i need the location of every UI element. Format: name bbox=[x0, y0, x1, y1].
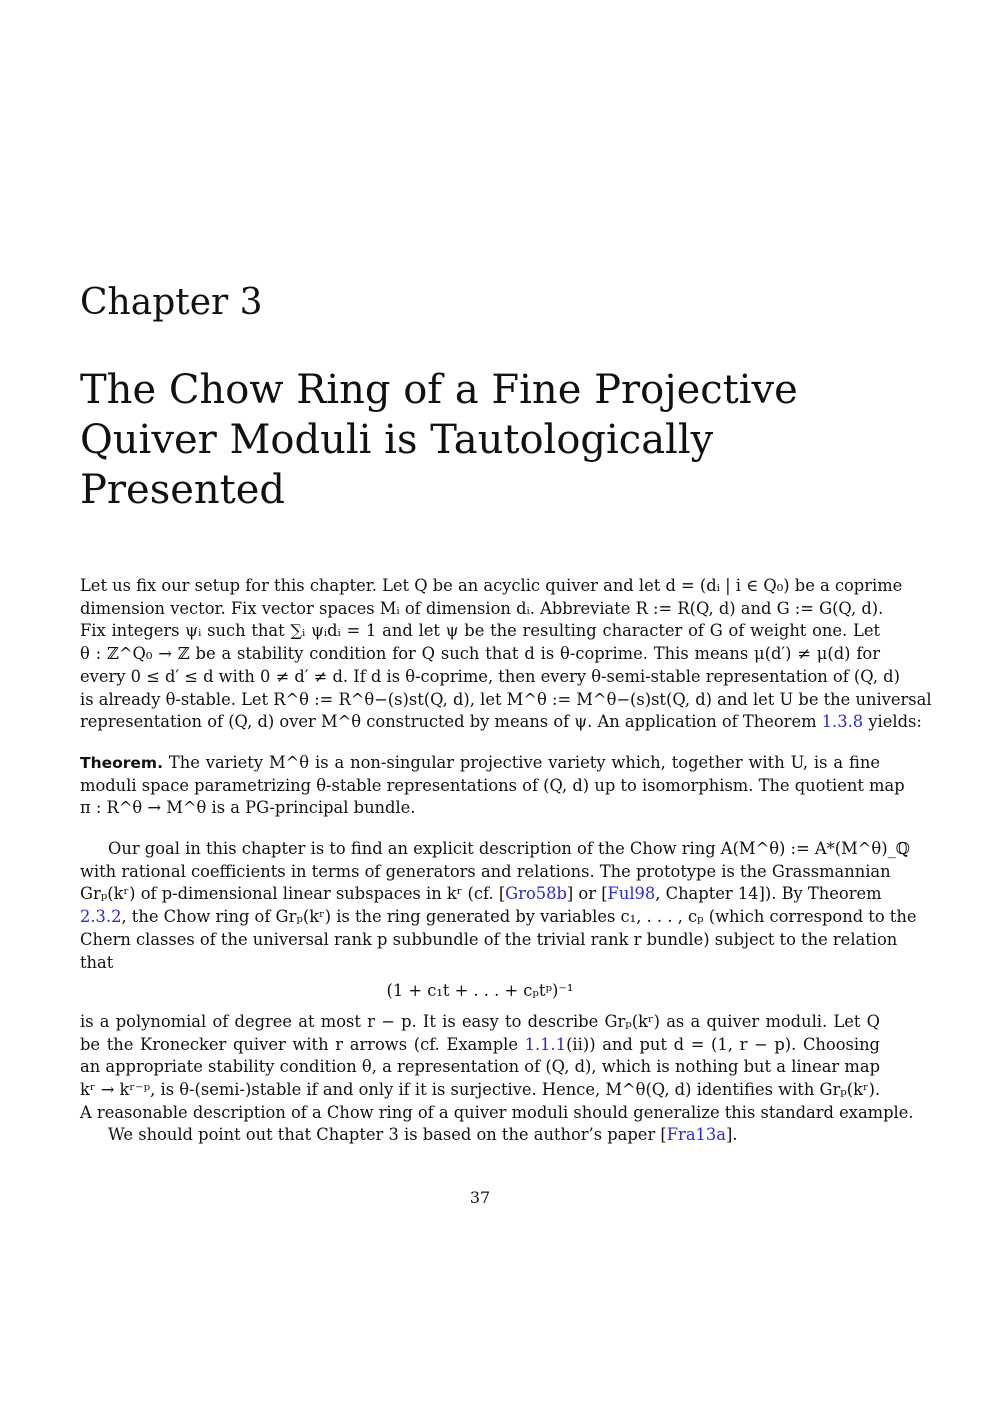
text-fragment: , Chapter 14]). By Theorem bbox=[655, 884, 882, 904]
text-line bbox=[80, 1034, 880, 1057]
citation-link[interactable]: Ful98 bbox=[607, 884, 656, 904]
body-text bbox=[80, 575, 932, 1147]
text-fragment: ] or [ bbox=[566, 884, 608, 904]
text-fragment: yields: bbox=[863, 712, 922, 732]
text-fragment: (ii)) and put d = (1, r − p). Choosing bbox=[566, 1034, 880, 1054]
display-formula: (1 + c₁t + . . . + cₚtᵖ)⁻¹ bbox=[386, 981, 574, 1001]
text-fragment: Grₚ(kʳ) of p-dimensional linear subspaces in kʳ (cf. [ bbox=[80, 884, 506, 904]
chapter-title-line: Quiver Moduli is Tautologically bbox=[80, 417, 714, 463]
goal-paragraph bbox=[80, 838, 917, 1147]
text-line bbox=[80, 1124, 880, 1147]
text-line bbox=[80, 906, 917, 929]
intro-paragraph bbox=[80, 575, 932, 734]
theorem-block bbox=[80, 752, 905, 820]
text-line: is a polynomial of degree at most r − p. It is easy to describe Grₚ(kʳ) as a quiver moduli. Let Q bbox=[80, 1011, 880, 1031]
text-line: θ : ℤ^Q₀ → ℤ be a stability condition for Q such that d is θ-coprime. This means μ(d′) ≠ μ(d) for bbox=[80, 644, 880, 664]
text-fragment: representation of (Q, d) over M^θ constructed by means of ψ. An application of Theorem bbox=[80, 712, 822, 732]
text-line: moduli space parametrizing θ-stable representations of (Q, d) up to isomorphism. The quotient map bbox=[80, 775, 905, 795]
text-fragment: be the Kronecker quiver with r arrows (cf. Example bbox=[80, 1034, 525, 1054]
text-line: with rational coefficients in terms of generators and relations. The prototype is the Grassmannian bbox=[80, 861, 891, 881]
text-line: every 0 ≤ d′ ≤ d with 0 ≠ d′ ≠ d. If d is θ-coprime, then every θ-semi-stable representation of (Q, d) bbox=[80, 666, 900, 686]
text-line: dimension vector. Fix vector spaces Mᵢ of dimension dᵢ. Abbreviate R := R(Q, d) and G := G(Q, d). bbox=[80, 598, 884, 618]
chapter-title-line: Presented bbox=[80, 467, 286, 513]
text-fragment: , the Chow ring of Grₚ(kʳ) is the ring generated by variables c₁, . . . , cₚ (which correspond to the bbox=[121, 907, 917, 927]
text-line bbox=[80, 711, 922, 734]
citation-link[interactable]: Gro58b bbox=[505, 884, 567, 904]
theorem-reference-link[interactable]: 2.3.2 bbox=[80, 907, 122, 927]
chapter-label: Chapter 3 bbox=[80, 282, 263, 323]
text-line: an appropriate stability condition θ, a representation of (Q, d), which is nothing but a linear map bbox=[80, 1057, 880, 1077]
theorem-reference-link[interactable]: 1.3.8 bbox=[821, 712, 864, 732]
text-line: is already θ-stable. Let R^θ := R^θ−(s)st(Q, d), let M^θ := M^θ−(s)st(Q, d) and let U be the universal bbox=[80, 689, 932, 709]
text-fragment: The variety M^θ is a non-singular projective variety which, together with U, is a fine bbox=[162, 752, 880, 772]
chapter-title-line: The Chow Ring of a Fine Projective bbox=[80, 367, 798, 413]
text-line: that bbox=[80, 952, 114, 972]
example-reference-link[interactable]: 1.1.1 bbox=[524, 1034, 567, 1054]
citation-link[interactable]: Fra13a bbox=[666, 1125, 726, 1145]
text-line: Fix integers ψᵢ such that ∑ᵢ ψᵢdᵢ = 1 and let ψ be the resulting character of G of weight one. Let bbox=[80, 621, 880, 641]
text-line: π : R^θ → M^θ is a PG-principal bundle. bbox=[80, 798, 416, 818]
text-line: Chern classes of the universal rank p subbundle of the trivial rank r bundle) subject to the relation bbox=[80, 929, 898, 949]
text-line bbox=[80, 883, 880, 906]
theorem-heading: Theorem. bbox=[80, 753, 163, 772]
text-line: Our goal in this chapter is to find an explicit description of the Chow ring A(M^θ) := A*(M^θ)_ℚ bbox=[108, 839, 910, 859]
chapter-title bbox=[80, 365, 840, 515]
text-line bbox=[80, 752, 880, 775]
text-line: Let us fix our setup for this chapter. Let Q be an acyclic quiver and let d = (dᵢ | i ∈ Q₀) be a coprime bbox=[80, 576, 903, 595]
page-number: 37 bbox=[469, 1188, 491, 1207]
text-fragment: ]. bbox=[725, 1125, 738, 1145]
text-fragment: We should point out that Chapter 3 is based on the author’s paper [ bbox=[108, 1125, 667, 1145]
text-line: A reasonable description of a Chow ring of a quiver moduli should generalize this standard example. bbox=[80, 1102, 914, 1122]
text-line: kʳ → kʳ⁻ᵖ, is θ-(semi-)stable if and only if it is surjective. Hence, M^θ(Q, d) identifies with Grₚ(kʳ). bbox=[80, 1080, 881, 1100]
